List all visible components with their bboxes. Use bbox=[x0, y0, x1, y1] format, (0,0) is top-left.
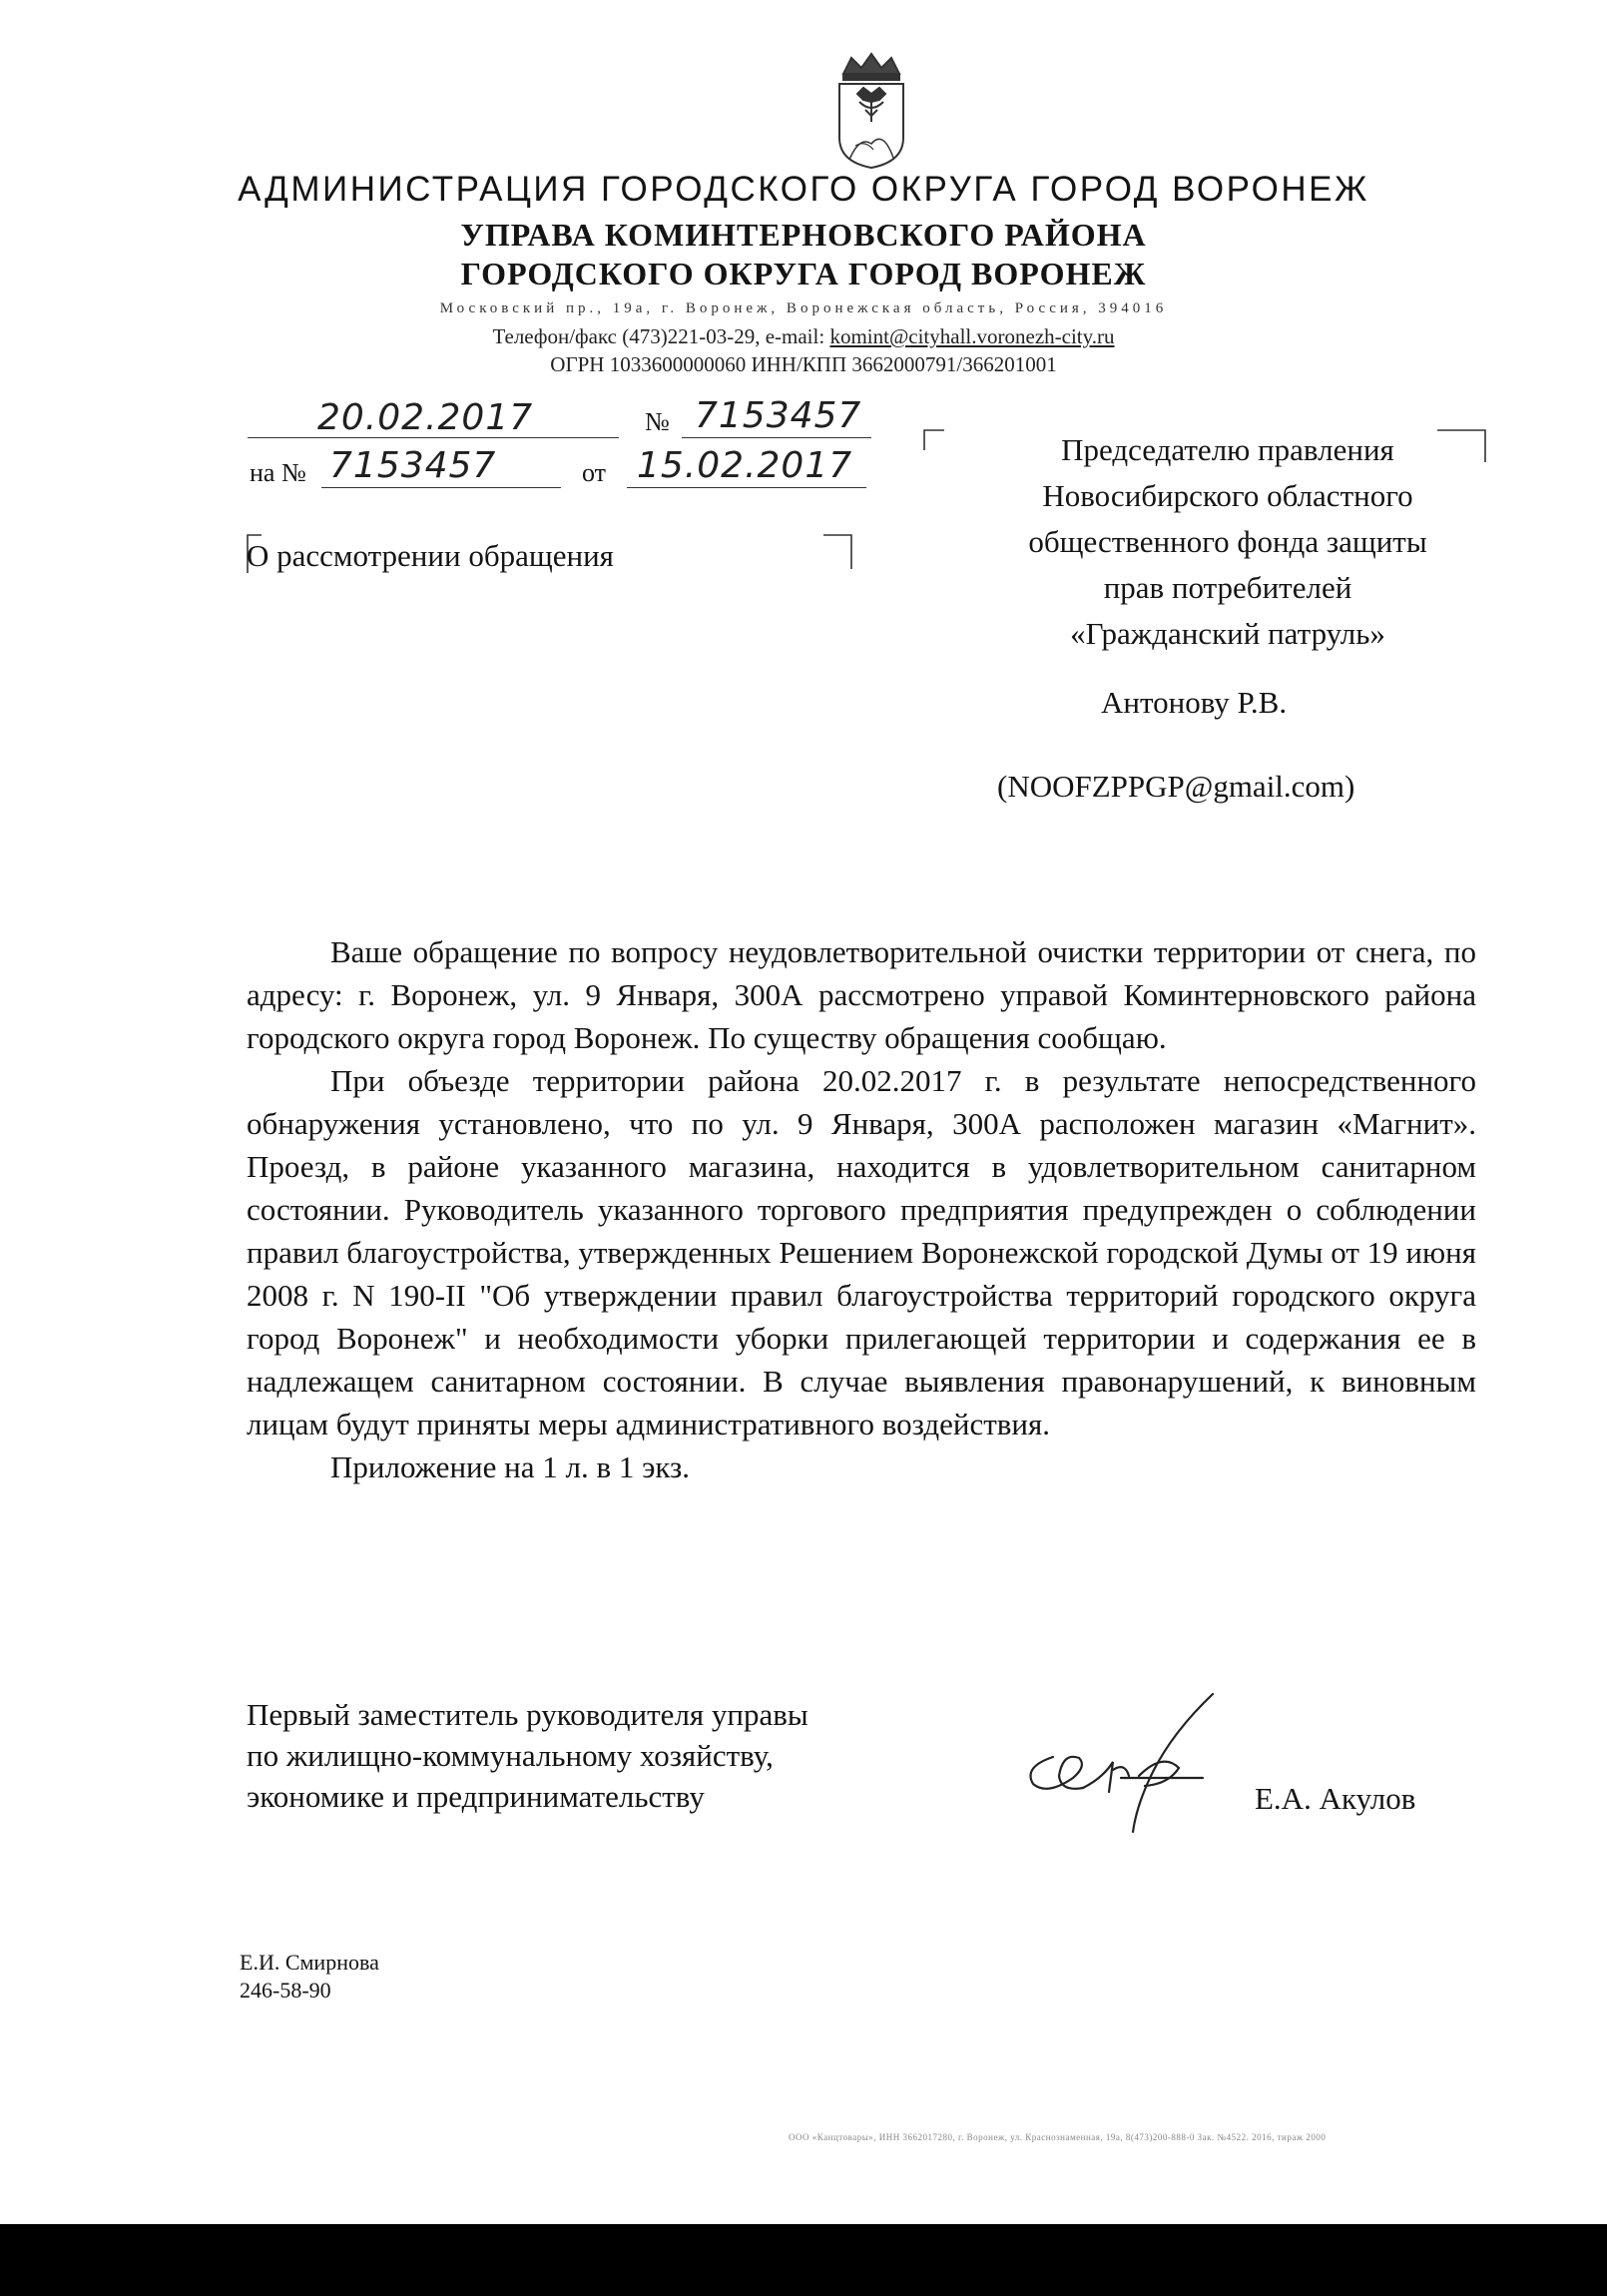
administration-title: АДМИНИСТРАЦИЯ ГОРОДСКОГО ОКРУГА ГОРОД ВОРОНЕЖ bbox=[238, 170, 1369, 209]
signer-position-line: по жилищно-коммунальному хозяйству, bbox=[247, 1738, 774, 1773]
reply-number: 7153457 bbox=[329, 445, 497, 486]
org-contacts bbox=[0, 324, 1607, 349]
addressee-line: Новосибирского областного bbox=[1042, 478, 1413, 513]
scan-bottom-bar bbox=[0, 2224, 1607, 2296]
body-paragraph: Ваше обращение по вопросу неудовлетворительной очистки территории от снега, по адресу: г. Воронеж, ул. 9 Января, 300А рассмотрено управой Коминтерновского района городского округа город Воронеж. По существу обращения сообщаю. bbox=[247, 934, 1476, 1055]
addressee-line: «Гражданский патруль» bbox=[1070, 616, 1385, 651]
reply-date: 15.02.2017 bbox=[637, 445, 853, 486]
executor-phone: 246-58-90 bbox=[240, 1978, 331, 2003]
org-phone: Телефон/факс (473)221-03-29, e-mail: bbox=[492, 324, 830, 348]
attachment-note: Приложение на 1 л. в 1 экз. bbox=[330, 1449, 691, 1484]
reply-number-label: на № bbox=[250, 458, 306, 487]
reg-number: 7153457 bbox=[695, 395, 862, 436]
print-info: ООО «Канцтовары», ИНН 3662017280, г. Воронеж, ул. Краснознаменная, 19а, 8(473)200-888-0 Зак. №4522. 2016, тираж 2000 bbox=[789, 2132, 1327, 2142]
executor-name: Е.И. Смирнова bbox=[240, 1950, 379, 1975]
subject-line: О рассмотрении обращения bbox=[247, 538, 614, 573]
addressee-line: Председателю правления bbox=[1061, 432, 1394, 467]
subject-bracket-right bbox=[823, 534, 853, 570]
addressee-line: общественного фонда защиты bbox=[1028, 524, 1427, 559]
body-paragraph: При объезде территории района 20.02.2017 г. в результате непосредственного обнаружения установлено, что по ул. 9 Января, 300А расположен магазин «Магнит». Проезд, в районе указанного магазина, находится в удовлетворительном санитарном состоянии. Руководитель указанного торгового предприятия предупрежден о соблюдении правил благоустройства, утвержденных Решением Воронежской городской Думы от 19 июня 2008 г. N 190-II "Об утверждении правил благоустройства территорий городского округа город Воронеж" и необходимости уборки прилегающей территории и содержания ее в надлежащем санитарном состоянии. В случае выявления правонарушений, к виновным лицам будут приняты меры административного воздействия. bbox=[247, 1063, 1476, 1441]
letter-body bbox=[247, 930, 1476, 1488]
signer-position-line: Первый заместитель руководителя управы bbox=[247, 1697, 808, 1732]
okrug-title: ГОРОДСКОГО ОКРУГА ГОРОД ВОРОНЕЖ bbox=[460, 256, 1147, 291]
coat-of-arms-icon bbox=[829, 50, 913, 172]
addressee-bracket-left bbox=[923, 429, 945, 451]
uprava-title: УПРАВА КОМИНТЕРНОВСКОГО РАЙОНА bbox=[460, 217, 1147, 253]
reg-number-label: № bbox=[645, 407, 670, 436]
reg-date: 20.02.2017 bbox=[317, 397, 534, 438]
signer-name: Е.А. Акулов bbox=[1255, 1781, 1416, 1816]
executor-block bbox=[240, 1949, 379, 2005]
reply-number-line bbox=[321, 487, 561, 488]
addressee-block bbox=[953, 427, 1502, 657]
addressee-line: прав потребителей bbox=[1103, 570, 1352, 605]
org-email: komint@cityhall.voronezh-city.ru bbox=[829, 324, 1115, 348]
signer-position-line: экономике и предпринимательству bbox=[247, 1779, 705, 1814]
addressee-name: Антонову Р.В. bbox=[1101, 685, 1288, 720]
handwritten-signature bbox=[1013, 1692, 1243, 1837]
addressee-email: (NOOFZPPGP@gmail.com) bbox=[997, 769, 1355, 804]
org-ogrn: ОГРН 1033600000060 ИНН/КПП 3662000791/366201001 bbox=[550, 352, 1057, 376]
reply-from-label: от bbox=[582, 458, 607, 487]
reg-date-line bbox=[248, 437, 619, 438]
signer-position bbox=[247, 1694, 808, 1817]
org-address: Московский пр., 19а, г. Воронеж, Воронежская область, Россия, 394016 bbox=[439, 300, 1168, 316]
reply-date-line bbox=[627, 487, 866, 488]
reg-number-line bbox=[682, 437, 871, 438]
